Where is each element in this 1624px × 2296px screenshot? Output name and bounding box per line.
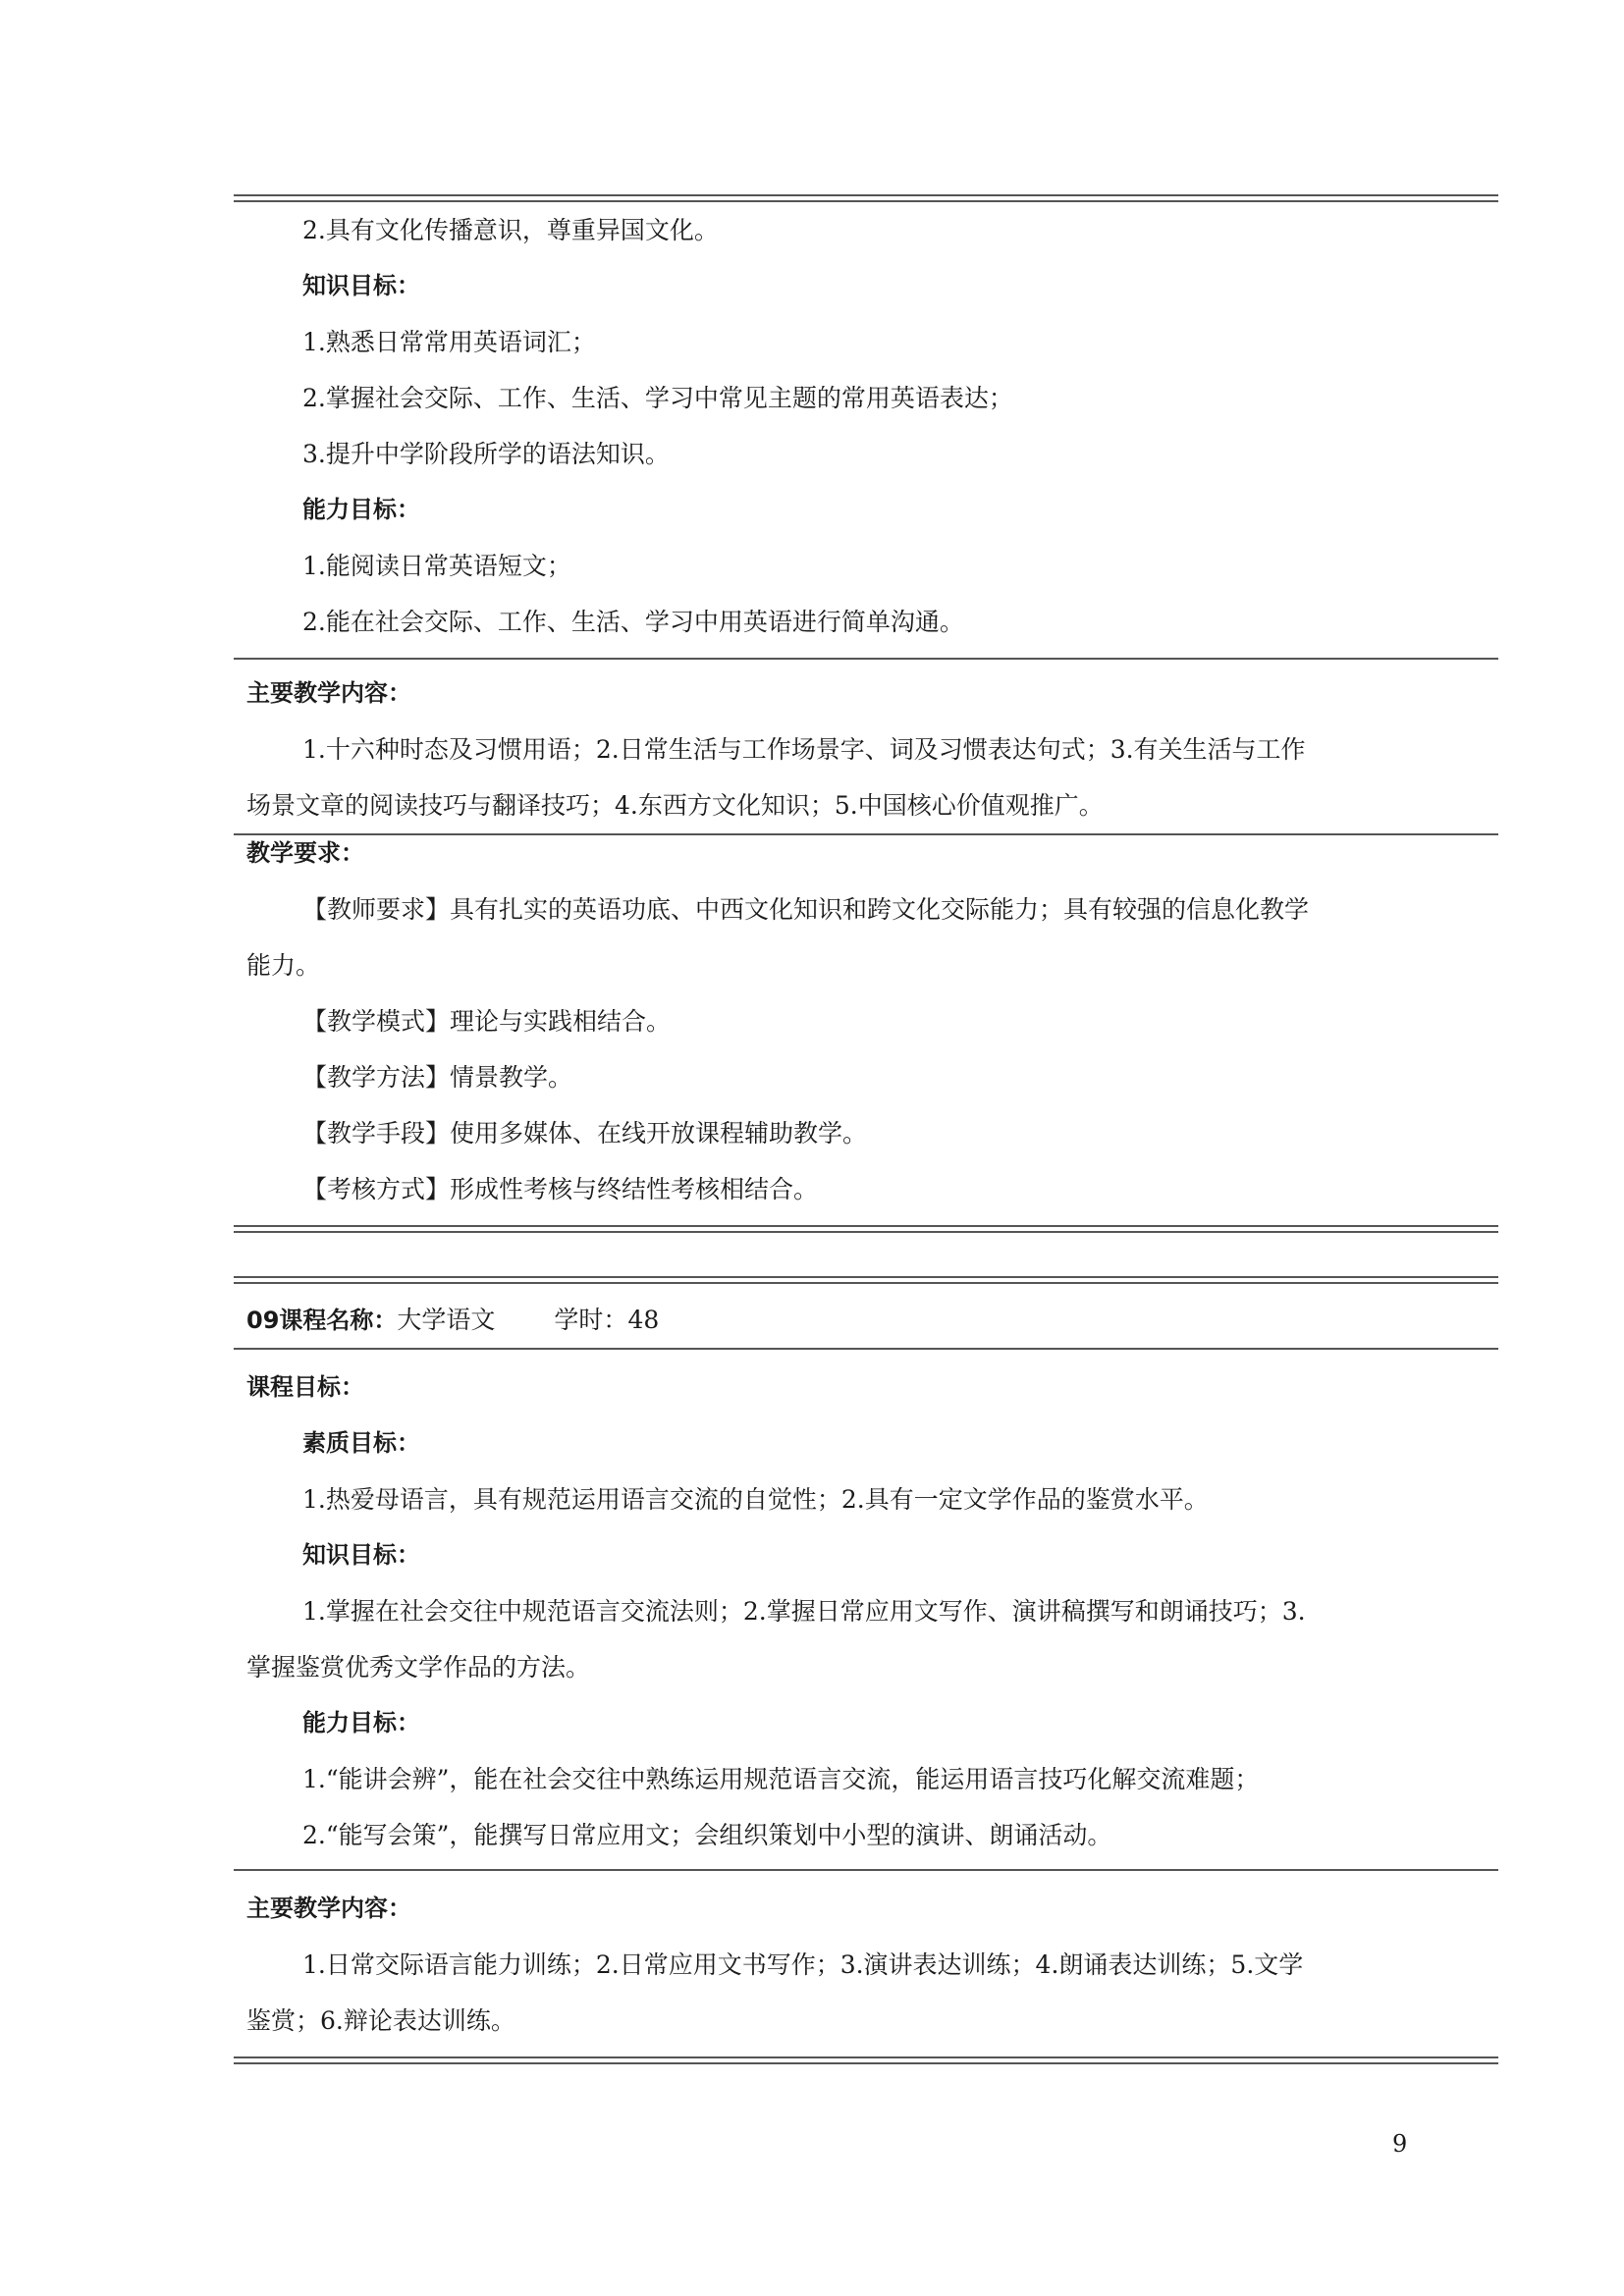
requirement-line: 【教学模式】理论与实践相结合。 — [302, 1007, 672, 1036]
course-table-english — [234, 194, 1498, 1233]
knowledge-goal-line: 1.掌握在社会交往中规范语言交流法则；2.掌握日常应用文写作、演讲稿撰写和朗诵技巧；3. — [302, 1597, 1306, 1626]
knowledge-goal-heading: 知识目标： — [302, 272, 420, 299]
course-header-row — [234, 1292, 1498, 1348]
table-border-top — [234, 1276, 1498, 1284]
page-number: 9 — [1392, 2130, 1408, 2158]
course-name: 大学语文 — [397, 1306, 496, 1334]
content-line: 1.日常交际语言能力训练；2.日常应用文书写作；3.演讲表达训练；4.朗诵表达训练；5.文学 — [302, 1950, 1304, 1979]
hours-label: 学时： — [554, 1306, 628, 1334]
quality-goal-item: 2.具有文化传播意识，尊重异国文化。 — [302, 216, 719, 244]
course-name-label: 课程名称： — [279, 1307, 398, 1334]
table-border-bottom — [234, 1225, 1498, 1233]
table-border-bottom — [234, 2056, 1498, 2064]
content-line: 场景文章的阅读技巧与翻译技巧；4.东西方文化知识；5.中国核心价值观推广。 — [246, 791, 1104, 820]
requirement-line: 【教学手段】使用多媒体、在线开放课程辅助教学。 — [302, 1119, 868, 1148]
requirements-heading: 教学要求： — [246, 839, 364, 867]
ability-goal-item: 1.能阅读日常英语短文； — [302, 552, 571, 580]
table-border-top — [234, 194, 1498, 202]
content-heading: 主要教学内容： — [246, 679, 411, 707]
ability-goal-item: 2.能在社会交际、工作、生活、学习中用英语进行简单沟通。 — [302, 608, 964, 636]
knowledge-goal-heading: 知识目标： — [302, 1541, 420, 1569]
requirement-line: 【教师要求】具有扎实的英语功底、中西文化知识和跨文化交际能力；具有较强的信息化教学 — [302, 895, 1310, 924]
quality-goal-heading: 素质目标： — [302, 1429, 420, 1457]
hours-value: 48 — [627, 1306, 660, 1334]
requirement-line: 能力。 — [246, 951, 321, 980]
content-line: 1.十六种时态及习惯用语；2.日常生活与工作场景字、词及习惯表达句式；3.有关生活与工作 — [302, 735, 1306, 764]
content-line: 鉴赏；6.辩论表达训练。 — [246, 2006, 515, 2035]
quality-goal-line: 1.热爱母语言，具有规范运用语言交流的自觉性；2.具有一定文学作品的鉴赏水平。 — [302, 1485, 1209, 1514]
ability-goal-item: 1.“能讲会辨”，能在社会交往中熟练运用规范语言交流，能运用语言技巧化解交流难题； — [302, 1765, 1260, 1793]
course-goal-heading: 课程目标： — [246, 1373, 364, 1401]
knowledge-goal-item: 3.提升中学阶段所学的语法知识。 — [302, 440, 670, 468]
knowledge-goal-item: 2.掌握社会交际、工作、生活、学习中常见主题的常用英语表达； — [302, 384, 1013, 412]
requirement-line: 【教学方法】情景教学。 — [302, 1063, 573, 1092]
requirement-line: 【考核方式】形成性考核与终结性考核相结合。 — [302, 1175, 819, 1203]
knowledge-goal-item: 1.熟悉日常常用英语词汇； — [302, 328, 596, 356]
ability-goal-heading: 能力目标： — [302, 1709, 420, 1736]
course-number: 09 — [246, 1307, 280, 1334]
row-divider — [234, 658, 1498, 660]
row-divider — [234, 1869, 1498, 1871]
row-divider — [234, 1348, 1498, 1350]
course-table-chinese — [234, 1276, 1498, 2064]
ability-goal-item: 2.“能写会策”，能撰写日常应用文；会组织策划中小型的演讲、朗诵活动。 — [302, 1821, 1112, 1849]
knowledge-goal-line: 掌握鉴赏优秀文学作品的方法。 — [246, 1653, 591, 1682]
ability-goal-heading: 能力目标： — [302, 496, 420, 523]
content-heading: 主要教学内容： — [246, 1895, 411, 1922]
